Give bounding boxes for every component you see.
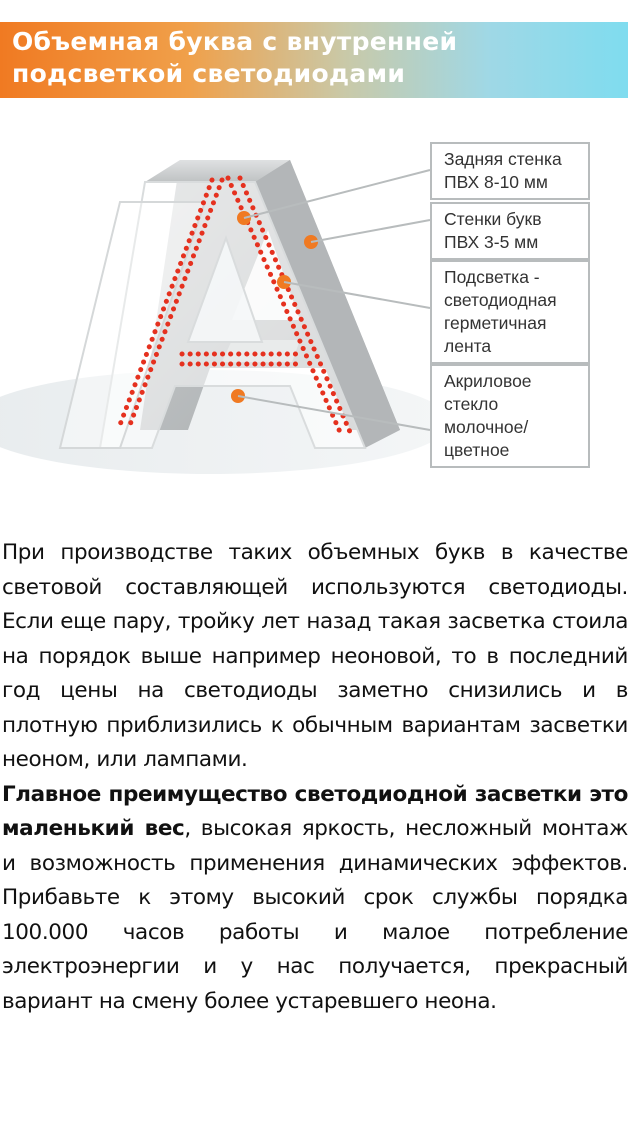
callout-text: ПВХ 8-10 мм [444,172,548,192]
callout-side-walls [430,202,590,260]
header-banner [0,22,628,98]
callout-text: Подсветка - [444,267,540,287]
letter-diagram [0,130,640,500]
title-line-2: подсветкой светодиодами [12,59,406,88]
callout-text: светодиодная [444,290,557,310]
callout-text: лента [444,336,492,356]
paragraph-2-rest: , высокая яркость, несложный монтаж и возможность применения динамических эффектов. Прибавьте к этому высокий срок службы порядка 100.000 часов работы и малое потребление электроэнергии и у нас получается, прекрасный вариант на смену более устаревшего неона. [2,816,628,1014]
callout-led-strip [430,260,590,364]
callout-text: Акриловое [444,371,532,391]
callout-text: Стенки букв [444,209,542,229]
title-line-1: Объемная буква с внутренней [12,27,458,56]
paragraph-1: При производстве таких объемных букв в качестве световой составляющей используются светодиоды. Если еще пару, тройку лет назад такая засветка стоила на порядок выше например неоновой, то в последний год цены на светодиоды заметно снизились и в плотную приблизились к обычным вариантам засветки неоном, или лампами. [2,540,628,772]
callout-acrylic [430,364,590,468]
callout-text: герметичная [444,313,547,333]
callout-text: цветное [444,440,510,460]
paragraph-2 [2,778,628,1020]
callout-back-wall [430,142,590,200]
paragraph-2-bold: Главное преимущество светодиодной засветки это маленький вес [2,781,628,841]
callout-text: молочное/ [444,417,529,437]
callout-text: ПВХ 3-5 мм [444,232,539,252]
callout-text: стекло [444,394,499,414]
page-title [12,26,612,90]
body-text [2,536,628,1019]
callout-text: Задняя стенка [444,149,562,169]
